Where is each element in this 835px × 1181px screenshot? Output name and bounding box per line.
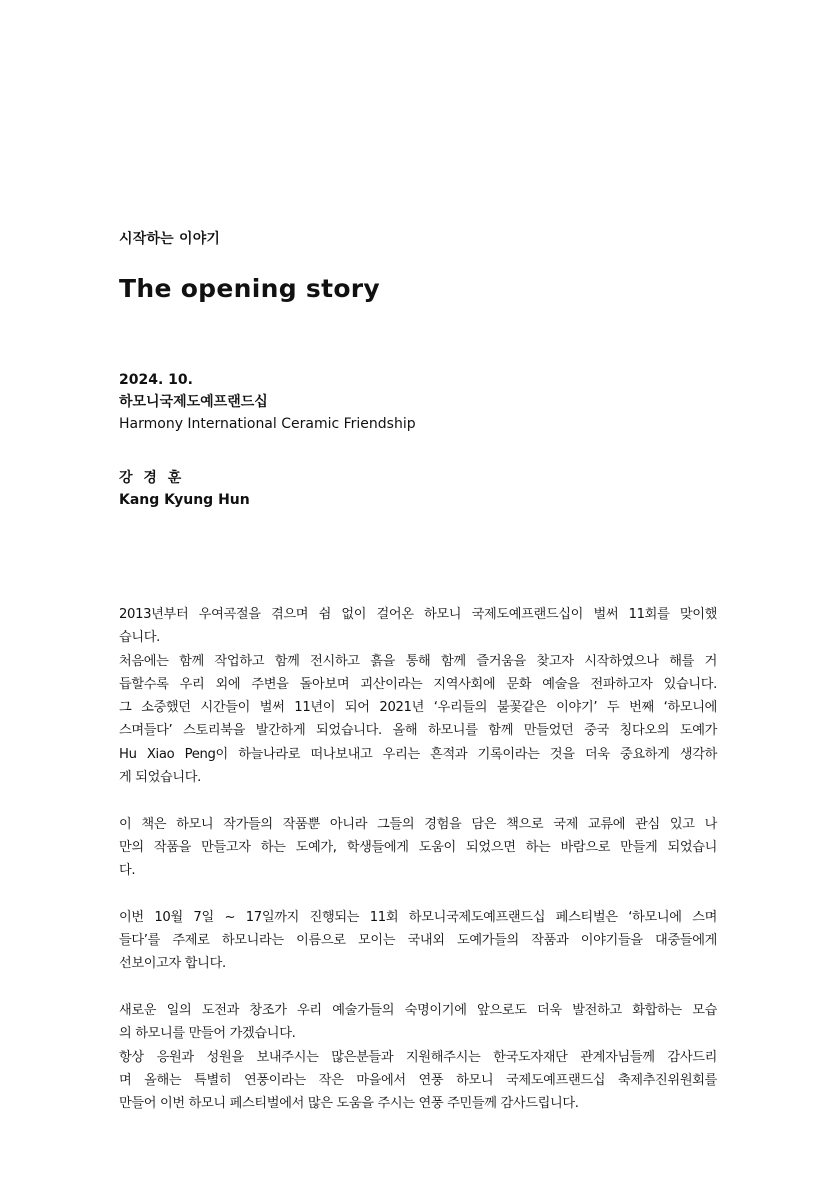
text-line: 이 책은 하모니 작가들의 작품뿐 아니라 그들의 경험을 담은 책으로 국제 교류에 관심 있고 나 (119, 816, 717, 832)
text-line: 새로운 일의 도전과 창조가 우리 예술가들의 숙명이기에 앞으로도 더욱 발전하고 화합하는 모습 (119, 1003, 717, 1019)
text-line: 며 올해는 특별히 연풍이라는 작은 마을에서 연풍 하모니 국제도예프랜드십 축제추진위원회를 (119, 1072, 717, 1088)
text-line: 만들어 이번 하모니 페스티벌에서 많은 도움을 주시는 연풍 주민들께 감사드립니다. (119, 1096, 579, 1112)
text-line: 선보이고자 합니다. (119, 956, 226, 972)
text-line: 그 소중했던 시간들이 벌써 11년이 되어 2021년 ‘우리들의 불꽃같은 이야기’ 두 번째 ‘하모니에 (119, 700, 717, 716)
section-subtitle: 시작하는 이야기 (119, 231, 221, 247)
text-line: Hu Xiao Peng이 하늘나라로 떠나보내고 우리는 흔적과 기록이라는 것을 더욱 중요하게 생각하 (119, 746, 717, 762)
text-line: 들다’를 주제로 하모니라는 이름으로 모이는 국내외 도예가들의 작품과 이야기들을 대중들에게 (119, 933, 717, 949)
text-line: 스며들다’ 스토리북을 발간하게 되었습니다. 올해 하모니를 함께 만들었던 중국 칭다오의 도예가 (119, 723, 717, 739)
text-line: 듭할수록 우리 외에 주변을 돌아보며 괴산이라는 지역사회에 문화 예술을 전파하고자 있습니다. (119, 676, 717, 692)
text-line: 습니다. (119, 630, 161, 646)
author-name-ko: 강 경 훈 (119, 470, 185, 486)
paragraph (119, 813, 717, 883)
body-text (119, 603, 717, 1139)
text-line: 만의 작품을 만들고자 하는 도예가, 학생들에게 도움이 되었으면 하는 바람으로 만들게 되었습니 (119, 839, 717, 855)
text-line: 이번 10월 7일 ~ 17일까지 진행되는 11회 하모니국제도예프랜드십 페스티벌은 ‘하모니에 스며 (119, 909, 717, 925)
text-line: 항상 응원과 성원을 보내주시는 많은분들과 지원해주시는 한국도자재단 관계자님들께 감사드리 (119, 1049, 717, 1065)
organization-name-ko: 하모니국제도예프랜드십 (119, 394, 268, 410)
organization-name-en: Harmony International Ceramic Friendship (119, 416, 416, 432)
text-line: 게 되었습니다. (119, 770, 202, 786)
author-name-en: Kang Kyung Hun (119, 492, 250, 508)
text-line: 의 하모니를 만들어 가겠습니다. (119, 1026, 296, 1042)
paragraph (119, 603, 717, 789)
text-line: 다. (119, 863, 136, 879)
paragraph (119, 906, 717, 976)
date-line: 2024. 10. (119, 372, 193, 388)
page-title: The opening story (119, 274, 381, 303)
text-line: 처음에는 함께 작업하고 함께 전시하고 흙을 통해 함께 즐거움을 찾고자 시작하였으나 해를 거 (119, 653, 717, 669)
paragraph (119, 999, 717, 1115)
text-line: 2013년부터 우여곡절을 겪으며 쉼 없이 걸어온 하모니 국제도예프랜드십이 벌써 11회를 맞이했 (119, 607, 717, 622)
